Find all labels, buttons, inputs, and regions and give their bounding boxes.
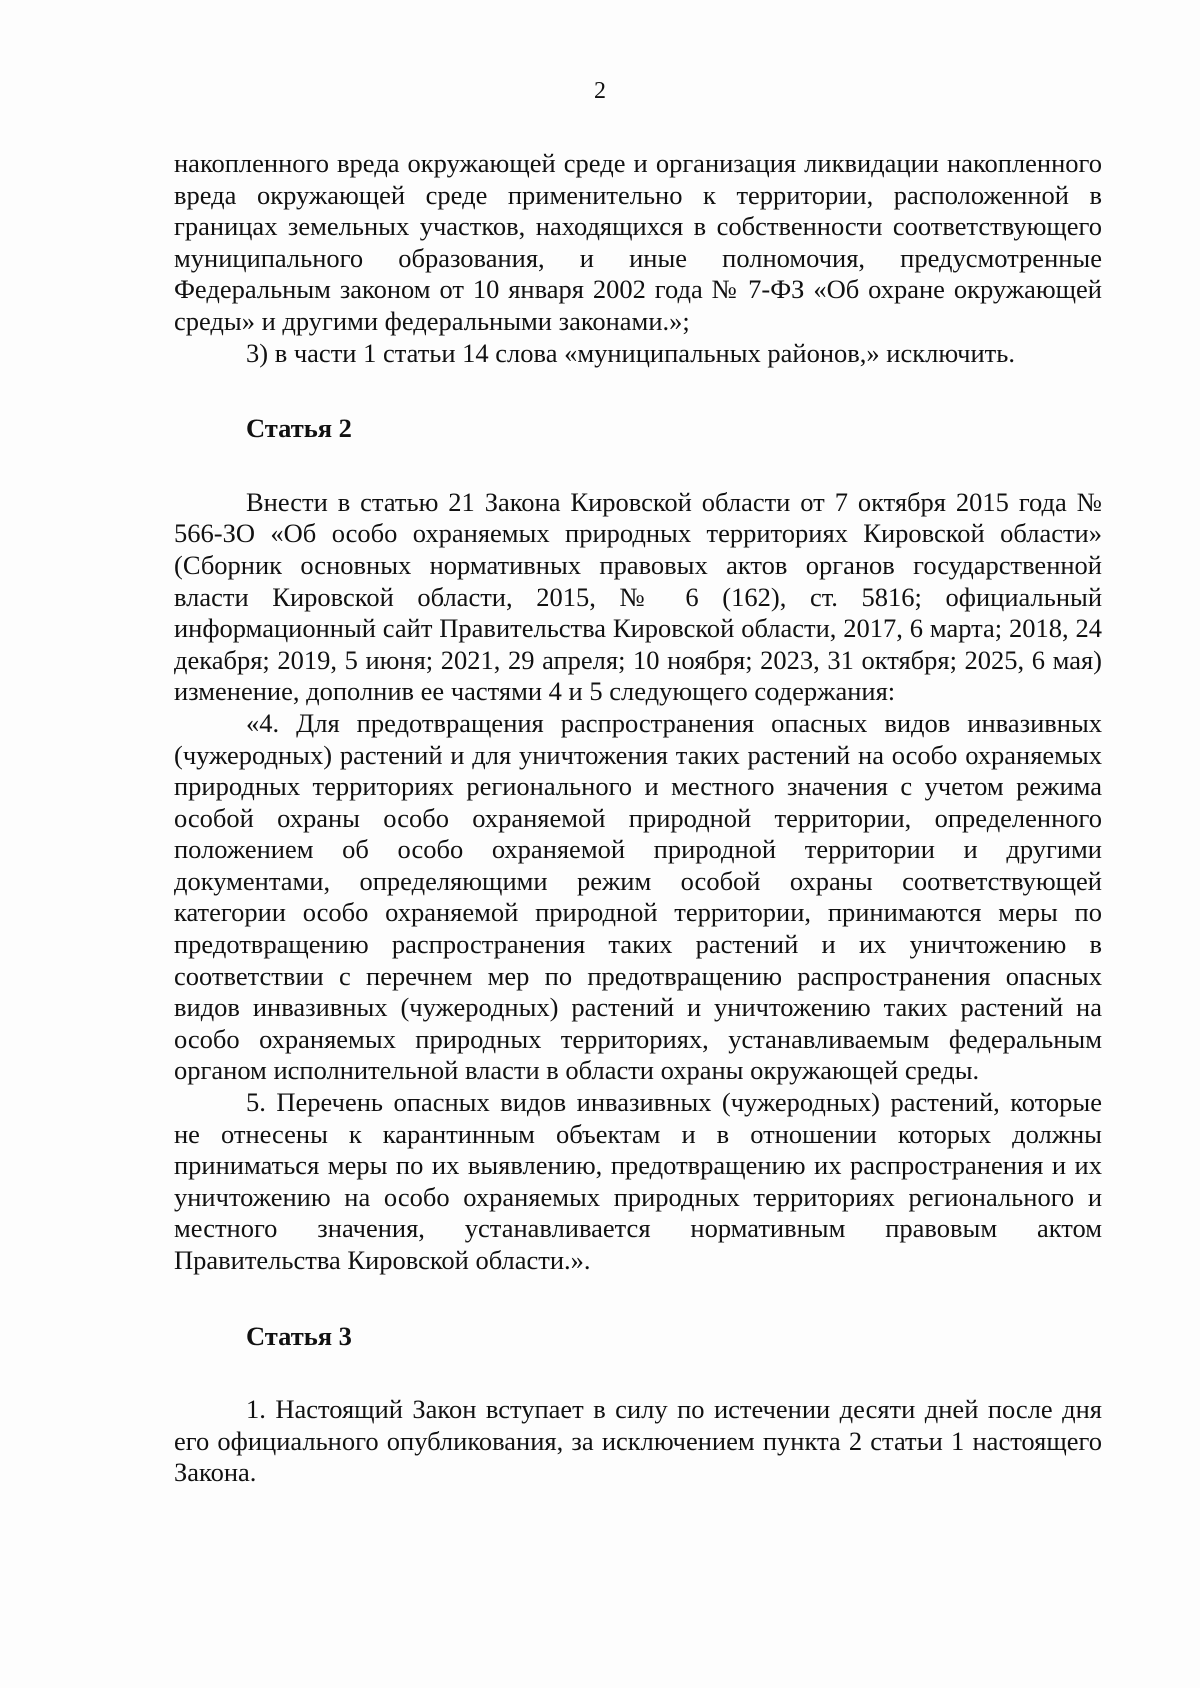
article-3-heading: Статья 3: [246, 1320, 352, 1351]
paragraph-item-3: 3) в части 1 статьи 14 слова «муниципальных районов,» исключить.: [246, 337, 1015, 368]
document-body: [174, 148, 1102, 1489]
article-3-paragraph-1: 1. Настоящий Закон вступает в силу по истечении десяти дней после дня его официального опубликования, за исключением пункта 2 статьи 1 настоящего Закона.: [174, 1394, 1102, 1488]
page-number: 2: [594, 78, 606, 104]
article-2-paragraph-2: «4. Для предотвращения распространения опасных видов инвазивных (чужеродных) растений и для уничтожения таких растений на особо охраняемых природных территориях регионального и местного значения с учетом режима особой охраны особо охраняемой природной территории, определенного положением об особо охраняемой природной территории и другими документами, определяющими режим особой охраны соответствующей категории особо охраняемой природной территории, принимаются меры по предотвращению распространения таких растений и их уничтожению в соответствии с перечнем мер по предотвращению распространения опасных видов инвазивных (чужеродных) растений и уничтожению таких растений на особо охраняемых природных территориях, устанавливаемым федеральным органом исполнительной власти в области охраны окружающей среды.: [174, 707, 1102, 1086]
article-2-paragraph-1: Внести в статью 21 Закона Кировской области от 7 октября 2015 года № 566-ЗО «Об особо охраняемых природных территориях Кировской области» (Сборник основных нормативных правовых актов органов государственной власти Кировской области, 2015, № 6 (162), ст. 5816; официальный информационный сайт Правительства Кировской области, 2017, 6 марта; 2018, 24 декабря; 2019, 5 июня; 2021, 29 апреля; 10 ноября; 2023, 31 октября; 2025, 6 мая) изменение, дополнив ее частями 4 и 5 следующего содержания:: [174, 486, 1102, 707]
paragraph-continuation: накопленного вреда окружающей среде и организация ликвидации накопленного вреда окружающей среде применительно к территории, расположенной в границах земельных участков, находящихся в собственности соответствующего муниципального образования, и иные полномочия, предусмотренные Федеральным законом от 10 января 2002 года № 7-ФЗ «Об охране окружающей среды» и другими федеральными законами.»;: [174, 148, 1102, 336]
article-2-heading: Статья 2: [246, 413, 352, 444]
article-2-paragraph-3: 5. Перечень опасных видов инвазивных (чужеродных) растений, которые не отнесены к карантинным объектам и в отношении которых должны приниматься меры по их выявлению, предотвращению их распространения и их уничтожению на особо охраняемых природных территориях регионального и местного значения, устанавливается нормативным правовым актом Правительства Кировской области.».: [174, 1087, 1102, 1275]
